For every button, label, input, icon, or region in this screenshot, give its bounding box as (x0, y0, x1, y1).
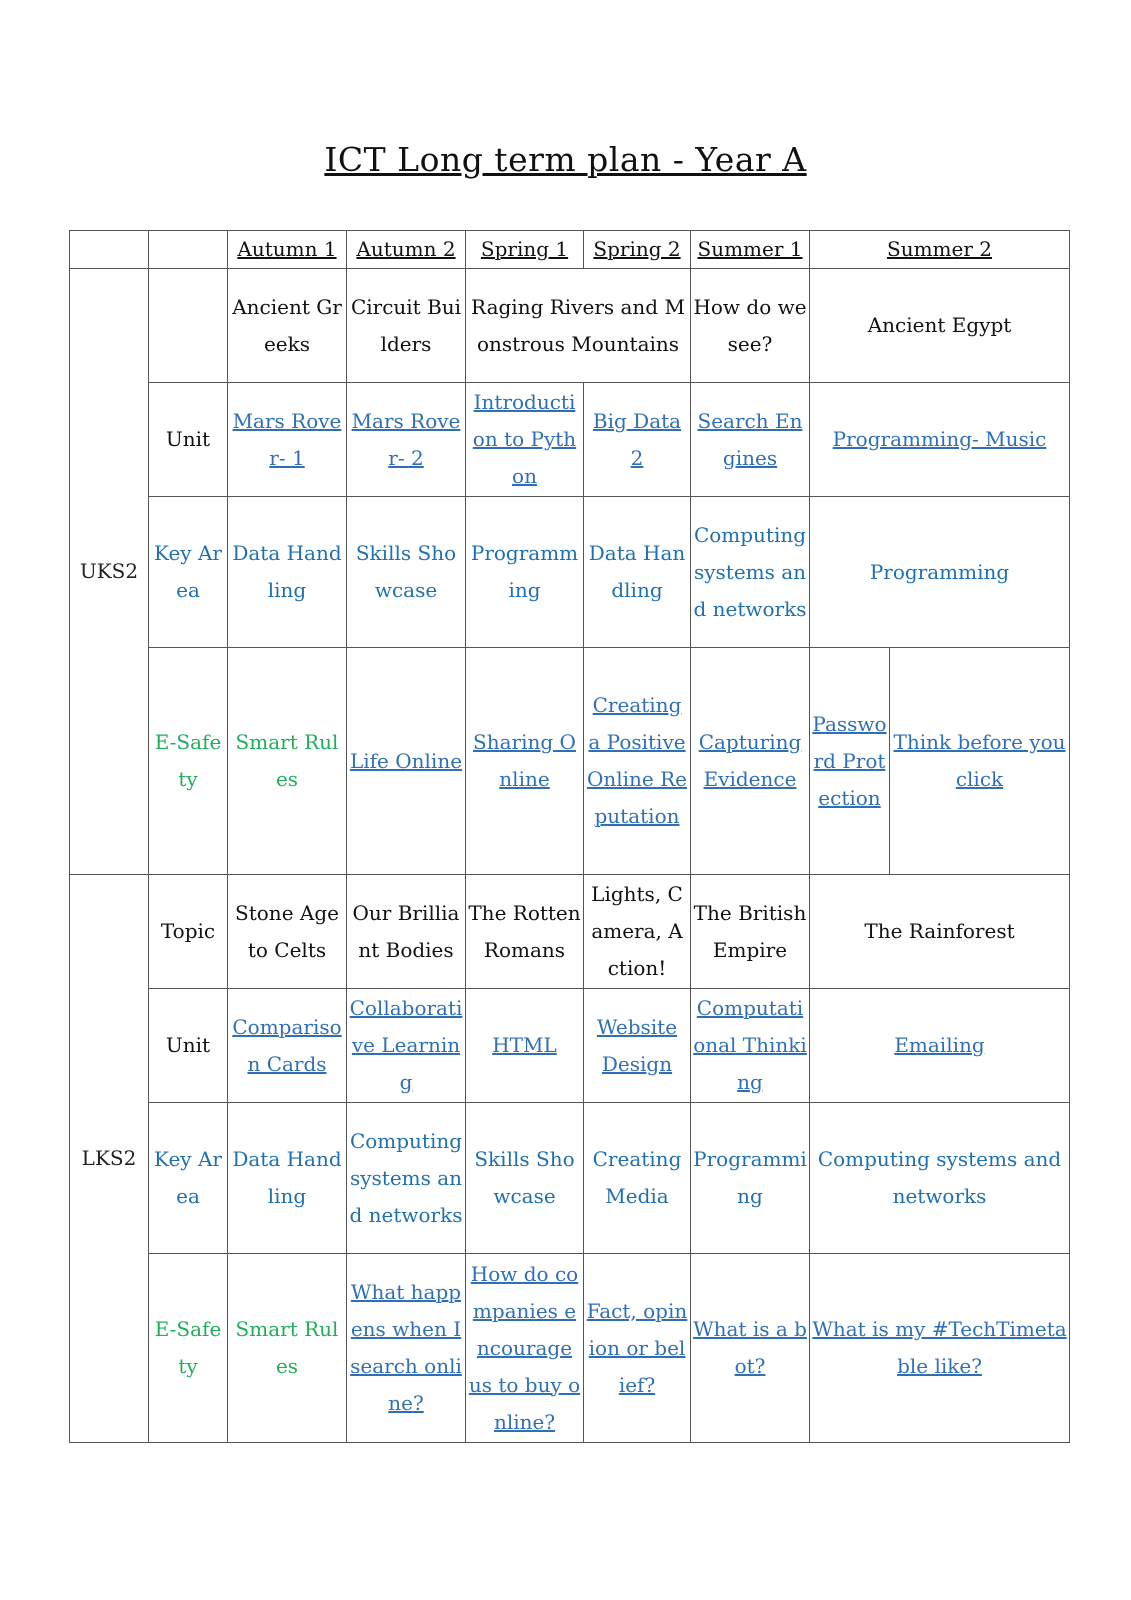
esafety-link[interactable]: Capturing Evidence (691, 648, 810, 875)
esafety-link[interactable]: Creating a Positive Online Reputation (584, 648, 691, 875)
unit-link[interactable]: Website Design (584, 989, 691, 1103)
topic-cell: Ancient Egypt (810, 269, 1070, 383)
lks2-key-area-row (70, 1103, 1070, 1254)
unit-link[interactable]: Computational Thinking (691, 989, 810, 1103)
esafety-link[interactable]: What happens when I search online? (347, 1254, 466, 1443)
esafety-link[interactable]: Fact, opinion or belief? (584, 1254, 691, 1443)
row-label-unit: Unit (149, 989, 228, 1103)
topic-cell: Stone Age to Celts (228, 875, 347, 989)
stage-label-uks2: UKS2 (70, 269, 149, 875)
row-label-esafety: E-Safety (149, 648, 228, 875)
esafety-link[interactable]: What is a bot? (691, 1254, 810, 1443)
esafety-cell: Smart Rules (228, 648, 347, 875)
unit-link[interactable]: Comparison Cards (228, 989, 347, 1103)
unit-link[interactable]: Introduction to Python (466, 383, 584, 497)
lks2-unit-row (70, 989, 1070, 1103)
row-label-empty (149, 269, 228, 383)
topic-cell: How do we see? (691, 269, 810, 383)
header-autumn-1: Autumn 1 (228, 231, 347, 269)
key-area-cell: Computing systems and networks (347, 1103, 466, 1254)
esafety-cell: Smart Rules (228, 1254, 347, 1443)
key-area-cell: Creating Media (584, 1103, 691, 1254)
topic-cell: Ancient Greeks (228, 269, 347, 383)
key-area-cell: Programming (810, 497, 1070, 648)
header-spring-1: Spring 1 (466, 231, 584, 269)
key-area-cell: Programming (691, 1103, 810, 1254)
row-label-key-area: Key Area (149, 497, 228, 648)
long-term-plan-table (69, 230, 1070, 1443)
esafety-link[interactable]: What is my #TechTimetable like? (810, 1254, 1070, 1443)
header-row (70, 231, 1070, 269)
key-area-cell: Data Handling (228, 1103, 347, 1254)
header-spring-2: Spring 2 (584, 231, 691, 269)
unit-link[interactable]: Mars Rover- 2 (347, 383, 466, 497)
row-label-unit: Unit (149, 383, 228, 497)
row-label-key-area: Key Area (149, 1103, 228, 1254)
lks2-topic-row (70, 875, 1070, 989)
topic-cell: Circuit Builders (347, 269, 466, 383)
unit-link[interactable]: Mars Rover- 1 (228, 383, 347, 497)
esafety-link[interactable]: Password Protection (810, 648, 890, 875)
lks2-esafety-row (70, 1254, 1070, 1443)
corner-cell (149, 231, 228, 269)
unit-link[interactable]: Big Data 2 (584, 383, 691, 497)
key-area-cell: Data Handling (228, 497, 347, 648)
esafety-link[interactable]: Life Online (347, 648, 466, 875)
unit-link[interactable]: Programming- Music (810, 383, 1070, 497)
uks2-unit-row (70, 383, 1070, 497)
key-area-cell: Skills Showcase (466, 1103, 584, 1254)
key-area-cell: Computing systems and networks (691, 497, 810, 648)
page-title: ICT Long term plan - Year A (324, 140, 807, 179)
unit-link[interactable]: HTML (466, 989, 584, 1103)
key-area-cell: Computing systems and networks (810, 1103, 1070, 1254)
stage-label-lks2: LKS2 (70, 875, 149, 1443)
uks2-esafety-row (70, 648, 1070, 875)
esafety-link[interactable]: How do companies encourage us to buy online? (466, 1254, 584, 1443)
uks2-topic-row (70, 269, 1070, 383)
topic-cell: Our Brilliant Bodies (347, 875, 466, 989)
unit-link[interactable]: Emailing (810, 989, 1070, 1103)
unit-link[interactable]: Collaborative Learning (347, 989, 466, 1103)
unit-link[interactable]: Search Engines (691, 383, 810, 497)
row-label-esafety: E-Safety (149, 1254, 228, 1443)
topic-cell: The British Empire (691, 875, 810, 989)
uks2-key-area-row (70, 497, 1070, 648)
key-area-cell: Data Handling (584, 497, 691, 648)
header-summer-2: Summer 2 (810, 231, 1070, 269)
key-area-cell: Programming (466, 497, 584, 648)
corner-cell (70, 231, 149, 269)
header-autumn-2: Autumn 2 (347, 231, 466, 269)
topic-cell: Lights, Camera, Action! (584, 875, 691, 989)
key-area-cell: Skills Showcase (347, 497, 466, 648)
header-summer-1: Summer 1 (691, 231, 810, 269)
topic-cell: Raging Rivers and Monstrous Mountains (466, 269, 691, 383)
topic-cell: The Rotten Romans (466, 875, 584, 989)
esafety-link[interactable]: Sharing Online (466, 648, 584, 875)
esafety-link[interactable]: Think before you click (890, 648, 1070, 875)
row-label-topic: Topic (149, 875, 228, 989)
topic-cell: The Rainforest (810, 875, 1070, 989)
